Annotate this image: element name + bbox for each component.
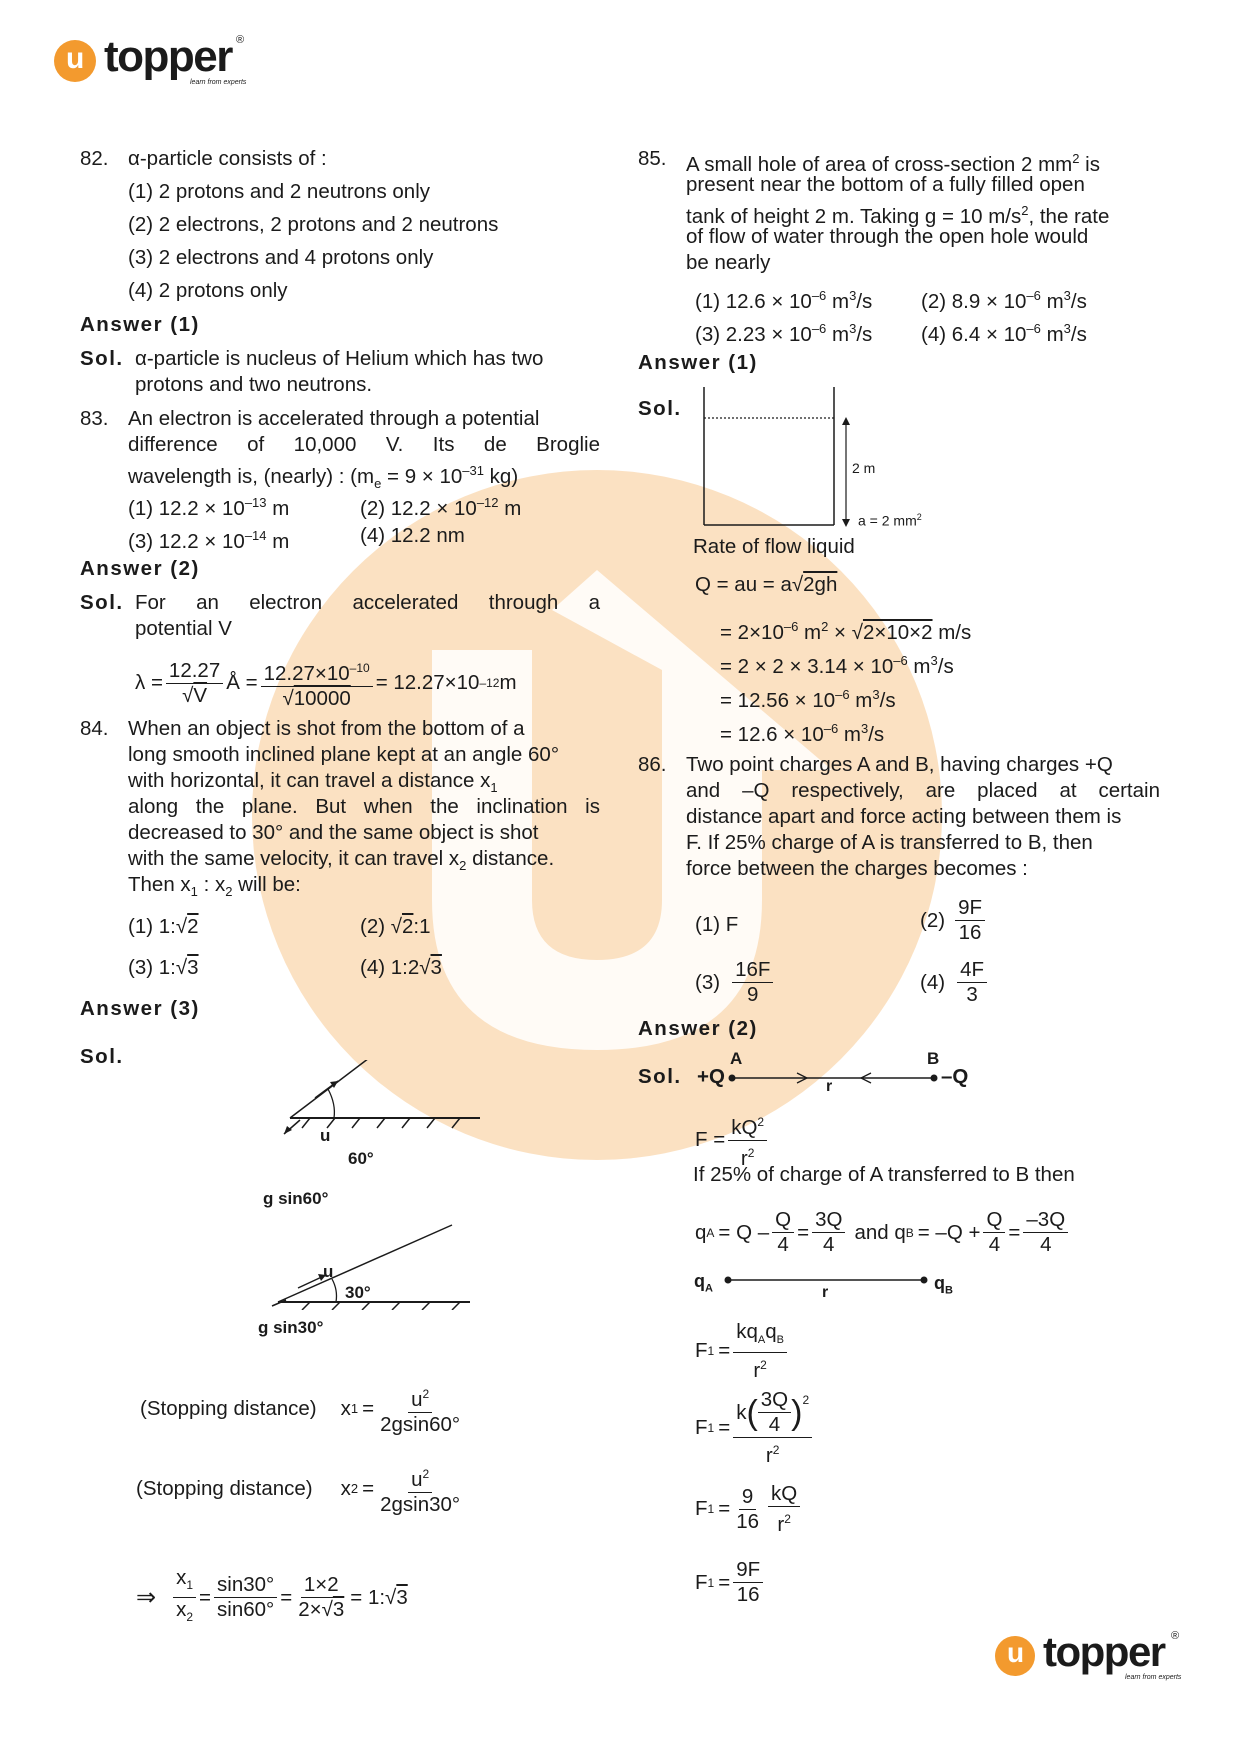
q86-number: 86. — [638, 753, 667, 776]
q83-sol-line2: potential V — [135, 617, 232, 640]
ratio-equation: ⇒ $\frac{x_1}{x_2}$ = $\frac{\sin 30^\circ}{\sin 60^\circ}$ = $\frac{1\times 2}{2\times√3}$ = 1: √ 3 — [136, 1566, 408, 1625]
q83-option-1: (1) $12.2 \times 10^{-13}$ m — [128, 495, 290, 520]
fig60-angle-label: 60° — [348, 1149, 374, 1168]
q83-answer: Answer (2) — [80, 557, 200, 580]
q83-number: 83. — [80, 407, 109, 430]
q86-line4: F. If 25% charge of A is transferred to B, then — [686, 831, 1093, 854]
q86-line5: force between the charges becomes : — [686, 857, 1028, 880]
logo-tagline: learn from experts — [190, 79, 247, 86]
charge-b-label: B — [927, 1049, 940, 1068]
q85-step-1: = $2\times 10^{-6}$ $m^2 \times √2\times 10\times 2$ m/s — [720, 619, 972, 644]
q85-option-2: (2) $8.9 \times 10^{-6}$ $m^3/s$ — [921, 288, 1087, 313]
fig30-u-label: u — [323, 1262, 334, 1281]
footer-logo-wordmark: topper — [1043, 1628, 1165, 1675]
q85-line3: tank of height 2 m. Taking g = 10 $m/s^2$, the rate — [686, 203, 1110, 228]
q82-sol-label: Sol. — [80, 347, 124, 370]
q85-sol-label: Sol. — [638, 397, 682, 420]
q85-step-3: = $12.56 \times 10^{-6}$ $m^3/s$ — [720, 687, 896, 712]
q82-answer: Answer (1) — [80, 313, 200, 336]
q84-option-3: (3) 1:√3 — [128, 956, 199, 979]
fig60-g-label: g sin60° — [263, 1189, 329, 1208]
footer-logo-registered: ® — [1171, 1630, 1180, 1642]
tank-area-label: a = 2 $mm^2$ — [858, 512, 922, 529]
incline-diagram-60 — [270, 1060, 490, 1180]
f1-equation-b: F 1 = k ( $\frac{3Q}{4}$ ) $^2$ $r^2$ — [695, 1388, 815, 1468]
q86-transfer-text: If 25% of charge of A transferred to B then — [693, 1163, 1075, 1186]
q84-line3: with horizontal, it can travel a distance $x_1$ — [128, 769, 498, 796]
q85-line1: A small hole of area of cross-section 2 $mm^2$ is — [686, 151, 1100, 176]
f1-equation-d: F 1 = $\frac{9F}{16}$ — [695, 1558, 766, 1607]
footer-logo — [995, 1628, 1195, 1688]
q83-lambda-equation: λ = $\frac{12.27}{√V}$ Å = $\frac{12.27\times 10^{-10}}{√10000}$ = 12.27×10 –12 m — [135, 656, 517, 711]
q85-option-4: (4) $6.4 \times 10^{-6}$ $m^3/s$ — [921, 321, 1087, 346]
q83-option-4: (4) 12.2 nm — [360, 524, 465, 547]
q84-answer: Answer (3) — [80, 997, 200, 1020]
q85-answer: Answer (1) — [638, 351, 758, 374]
q84-line6: with the same velocity, it can travel $x_2$ distance. — [128, 847, 555, 874]
q83-sol-label: Sol. — [80, 591, 124, 614]
charge-plus-q: +Q — [697, 1065, 725, 1088]
q84-line4: along the plane. But when the inclination is — [128, 795, 600, 818]
logo-wordmark: topper — [104, 32, 232, 81]
q84-line5: decreased to 30° and the same object is shot — [128, 821, 539, 844]
q85-option-1: (1) $12.6 \times 10^{-6}$ $m^3/s$ — [695, 288, 873, 313]
q84-line1: When an object is shot from the bottom of a — [128, 717, 525, 740]
q85-step-2: = $2 \times 2 \times 3.14 \times 10^{-6}$ $m^3/s$ — [720, 653, 954, 678]
q82-option-2: (2) 2 electrons, 2 protons and 2 neutrons — [128, 213, 499, 236]
q86-sol-label: Sol. — [638, 1065, 682, 1088]
footer-logo-u: u — [1007, 1637, 1025, 1668]
tank-diagram — [700, 385, 860, 535]
qa-qb-equation: q A = Q – $\frac{Q}{4}$ = $\frac{3Q}{4}$ and q B = –Q + $\frac{Q}{4}$ = $\frac{-3Q}{4}$ — [695, 1208, 1071, 1257]
q86-line1: Two point charges A and B, having charges +Q — [686, 753, 1113, 776]
q86-answer: Answer (2) — [638, 1017, 758, 1040]
q85-rate-label: Rate of flow liquid — [693, 535, 855, 558]
incline-diagram-30 — [270, 1220, 490, 1310]
line2-qa-label: $q_A$ — [694, 1271, 713, 1295]
charge-a-label: A — [730, 1049, 743, 1068]
q82-text: α-particle consists of : — [128, 147, 327, 170]
q84-option-1: (1) 1:√2 — [128, 915, 199, 938]
logo-u: u — [66, 42, 85, 75]
q86-line3: distance apart and force acting between them is — [686, 805, 1122, 828]
q85-line2: present near the bottom of a fully filled open — [686, 173, 1085, 196]
line2-qb-label: $q_B$ — [934, 1273, 953, 1297]
q84-sol-label: Sol. — [80, 1045, 124, 1068]
f-equation: F = $\frac{kQ^2}{r^2}$ — [695, 1110, 770, 1171]
footer-logo-tagline: learn from experts — [1125, 1674, 1182, 1681]
charge-r-label: r — [826, 1078, 833, 1095]
q82-number: 82. — [80, 147, 109, 170]
q86-option-4: (4) $\frac{4F}{3}$ — [920, 958, 990, 1007]
q83-line3: wavelength is, (nearly) : ($m_e = 9 \times 10^{-31}$ kg) — [128, 463, 519, 491]
q82-option-4: (4) 2 protons only — [128, 279, 288, 302]
tank-height-label: 2 m — [852, 460, 876, 476]
q84-line7: Then $x_1$ : $x_2$ will be: — [128, 873, 301, 900]
q83-line1: An electron is accelerated through a potential — [128, 407, 540, 430]
q85-number: 85. — [638, 147, 667, 170]
q82-sol-line1: α-particle is nucleus of Helium which has two — [135, 347, 544, 370]
q82-sol-line2: protons and two neutrons. — [135, 373, 373, 396]
charge-minus-q: –Q — [941, 1065, 969, 1088]
f1-equation-c: F 1 = $\frac{9}{16}$ $\frac{kQ}{r^2}$ — [695, 1482, 803, 1537]
q86-option-3: (3) $\frac{16F}{9}$ — [695, 958, 776, 1007]
q83-option-3: (3) $12.2 \times 10^{-14}$ m — [128, 528, 290, 553]
q83-sol-line1: For an electron accelerated through a — [135, 591, 600, 614]
line2-r-label: r — [822, 1284, 829, 1301]
charge-line-diagram — [725, 1068, 945, 1088]
q83-line2: difference of 10,000 V. Its de Broglie — [128, 433, 600, 456]
q84-number: 84. — [80, 717, 109, 740]
stopping-distance-1: (Stopping distance) x 1 = $\frac{u^2}{2gsin60^\circ}$ — [140, 1382, 466, 1437]
q85-line5: be nearly — [686, 251, 771, 274]
f1-equation-a: F 1 = $\frac{kq_Aq_B}{r^2}$ — [695, 1320, 790, 1383]
q84-line2: long smooth inclined plane kept at an angle 60° — [128, 743, 560, 766]
q86-option-1: (1) F — [695, 913, 739, 936]
logo-registered: ® — [236, 34, 245, 46]
q86-option-2: (2) $\frac{9F}{16}$ — [920, 896, 988, 945]
header-logo — [52, 32, 292, 96]
q85-q-equation: Q = au = a√2gh — [695, 573, 838, 596]
q86-line2: and –Q respectively, are placed at certain — [686, 779, 1160, 802]
q83-option-2: (2) $12.2 \times 10^{-12}$ m — [360, 495, 522, 520]
fig30-angle-label: 30° — [345, 1283, 371, 1302]
q82-option-1: (1) 2 protons and 2 neutrons only — [128, 180, 430, 203]
q84-option-2: (2) √2:1 — [360, 915, 431, 938]
q82-option-3: (3) 2 electrons and 4 protons only — [128, 246, 434, 269]
q85-step-4: = $12.6 \times 10^{-6}$ $m^3/s$ — [720, 721, 885, 746]
stopping-distance-2: (Stopping distance) x 2 = $\frac{u^2}{2gsin30^\circ}$ — [136, 1462, 466, 1517]
fig30-g-label: g sin30° — [258, 1318, 324, 1337]
fig60-u-label: u — [320, 1126, 331, 1145]
q85-option-3: (3) $2.23 \times 10^{-6}$ $m^3/s$ — [695, 321, 873, 346]
q84-option-4: (4) 1:2√3 — [360, 956, 442, 979]
q85-line4: of flow of water through the open hole would — [686, 225, 1089, 248]
